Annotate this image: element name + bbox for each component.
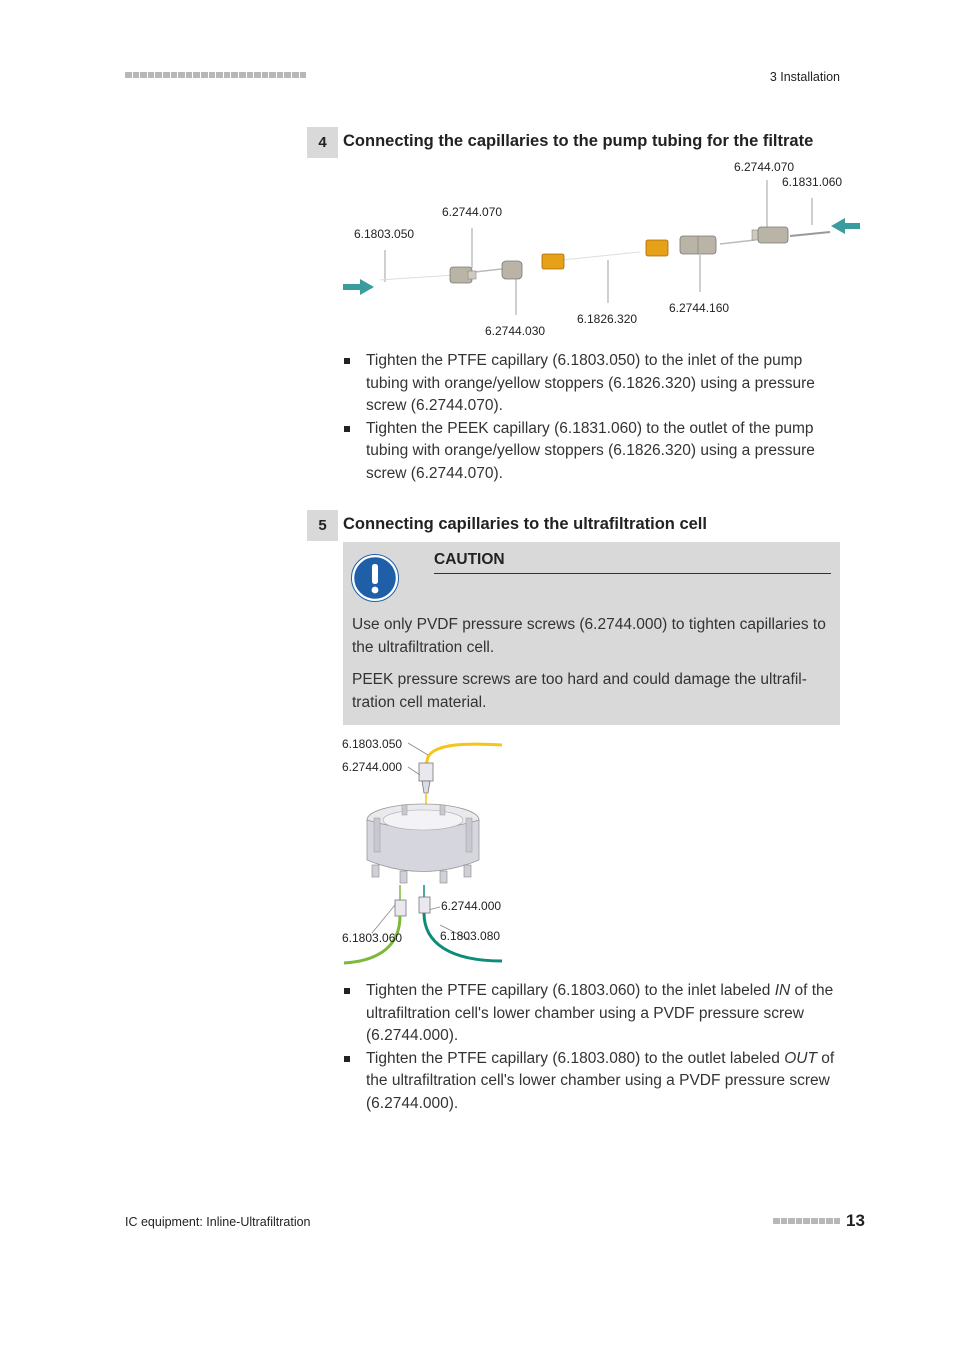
caution-paragraph-2: PEEK pressure screws are too hard and could damage the ultrafil-tration cell material. [352,671,807,711]
figure-label: 6.1803.050 [342,737,403,751]
footer-decoration [773,1218,840,1224]
figure-label: 6.2744.070 [734,160,795,174]
figure-label: 6.2744.000 [441,899,502,913]
step-title-5: Connecting capillaries to the ultrafiltration cell [343,515,707,533]
chapter-title: 3 Installation [769,70,840,84]
figure-label: 6.2744.030 [485,324,546,338]
caution-paragraph-1: Use only PVDF pressure screws (6.2744.000) to tighten capillaries to the ultrafiltration cell. [352,616,826,656]
caution-box [343,542,840,725]
figure-label: 6.1803.060 [342,931,403,945]
inlet-label: IN [774,982,791,999]
figure-label: 6.2744.070 [442,205,503,219]
step-number-4: 4 [307,127,338,158]
figure-label: 6.1803.050 [354,227,415,241]
list-item: Tighten the PTFE capillary (6.1803.080) to the outlet labeled OUT of the ultrafiltration cell's lower chamber using a PVDF pressure screw (6.2744.000). [343,1048,843,1116]
figure-label: 6.2744.000 [342,760,403,774]
caution-divider [434,573,831,574]
outlet-label: OUT [784,1049,817,1067]
document-title: IC equipment: Inline-Ultrafiltration [125,1215,311,1229]
list-item: Tighten the PEEK capillary (6.1831.060) to the outlet of the pump tubing with orange/yellow stoppers (6.1826.320) using a pressure screw (6.2744.070). [343,418,843,486]
step5-bullet-list [343,980,843,1115]
figure-label: 6.1826.320 [577,312,638,326]
page-number: 13 [846,1211,865,1230]
step4-bullet-list [343,350,843,485]
warning-exclamation-icon [351,554,399,607]
step-number-5: 5 [307,510,338,541]
figure-label: 6.2744.160 [669,301,730,315]
header-decoration [125,72,306,78]
list-item: Tighten the PTFE capillary (6.1803.050) to the inlet of the pump tubing with orange/yellow stoppers (6.1826.320) using a pressure screw (6.2744.070). [343,350,843,418]
step-title-4: Connecting the capillaries to the pump tubing for the filtrate [343,132,814,150]
list-item: Tighten the PTFE capillary (6.1803.060) to the inlet labeled IN of the ultrafiltration cell's lower chamber using a PVDF pressure screw (6.2744.000). [343,980,843,1048]
caution-title: CAUTION [434,551,505,568]
figure-label: 6.1803.080 [440,929,501,943]
figure-label: 6.1831.060 [782,175,843,189]
